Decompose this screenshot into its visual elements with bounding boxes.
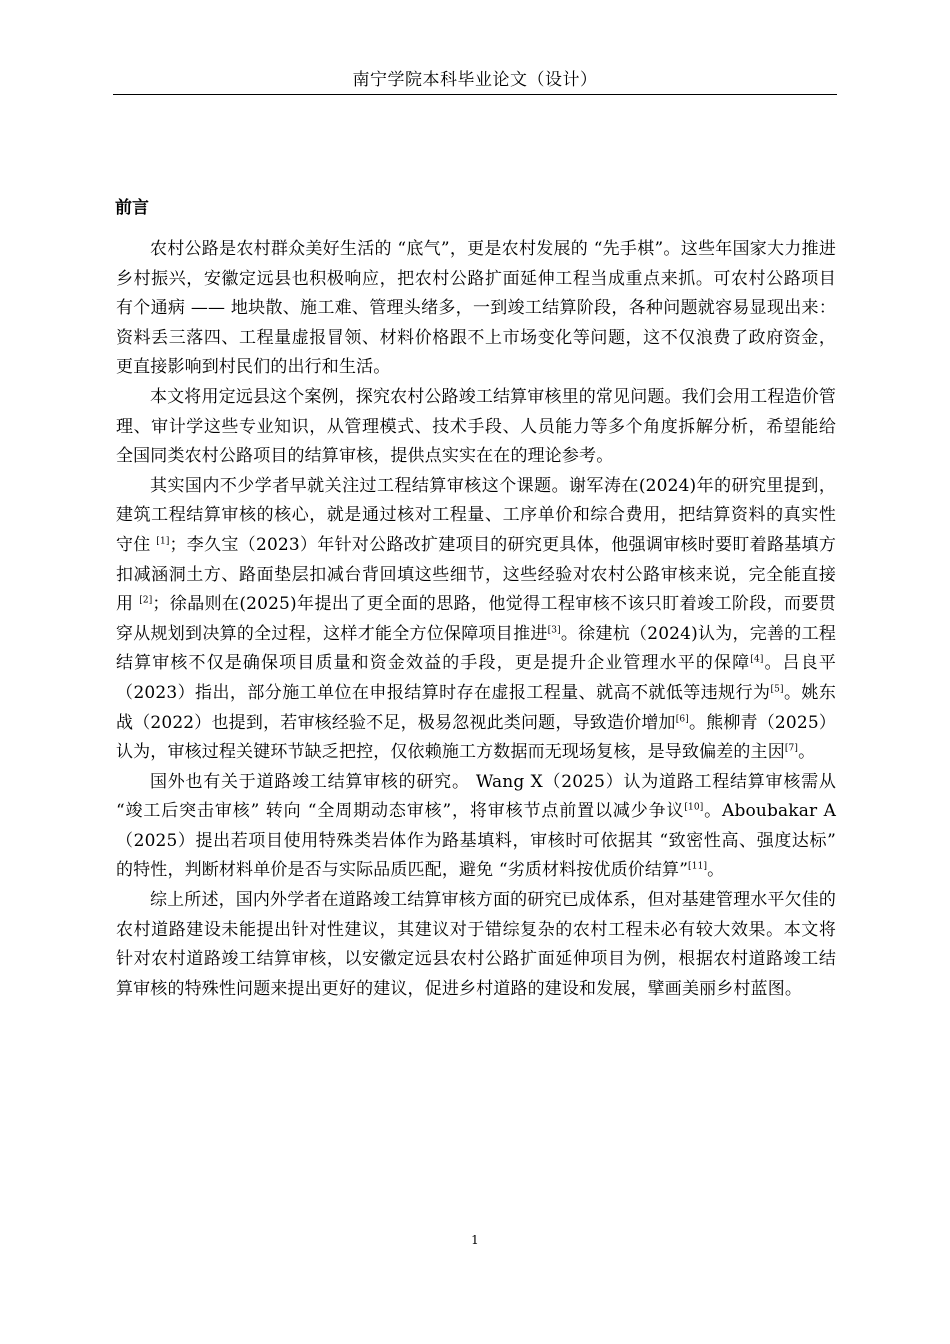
text-run: 。Aboubakar A（2025）提出若项目使用特殊类岩体作为路基填料，审核时可依据其 “致密性高、强度达标” 的特性，判断材料单价是否与实际品质匹配，避免 “劣质材料按优质价结算”	[116, 801, 836, 881]
paragraph	[116, 886, 836, 1004]
citation-ref: [5]	[770, 684, 784, 695]
text-run: 国外也有关于道路竣工结算审核的研究。 Wang X（2025）认为道路工程结算审核需从 “竣工后突击审核” 转向 “全周期动态审核”，将审核节点前置以减少争议	[116, 771, 836, 822]
text-run: 。姚东战（2022）也提到，若审核经验不足，极易忽视此类问题，导致造价增加	[116, 682, 836, 733]
text-run: 其实国内不少学者早就关注过工程结算审核这个课题。谢军涛在(2024)年的研究里提到，建筑工程结算审核的核心，就是通过核对工程量、工序单价和综合费用，把结算资料的真实性守住	[116, 475, 836, 555]
text-run: 。徐建杭（2024)认为，完善的工程结算审核不仅是确保项目质量和资金效益的手段，更是提升企业管理水平的保障	[116, 623, 836, 674]
citation-ref: [2]	[139, 595, 153, 606]
page-header: 南宁学院本科毕业论文（设计）	[352, 70, 598, 90]
paragraph	[116, 768, 836, 886]
citation-ref: [7]	[784, 743, 799, 754]
text-run: 。	[707, 860, 725, 881]
citation-ref: [11]	[688, 861, 708, 872]
text-run: ；徐晶则在(2025)年提出了更全面的思路，他觉得工程审核不该只盯着竣工阶段，而要贯穿从规划到决算的全过程，这样才能全方位保障项目推进	[116, 594, 836, 644]
text-run: 。	[798, 742, 816, 763]
text-run: 本文将用定远县这个案例，探究农村公路竣工结算审核里的常见问题。我们会用工程造价管理、审计学这些专业知识，从管理模式、技术手段、人员能力等多个角度拆解分析，希望能给全国同类农村公路项目的结算审核，提供点实实在在的理论参考。	[116, 386, 836, 467]
text-run: 综上所述，国内外学者在道路竣工结算审核方面的研究已成体系，但对基建管理水平欠佳的农村道路建设未能提出针对性建议，其建议对于错综复杂的农村工程未必有较大效果。本文将针对农村道路竣工结算审核，以安徽定远县农村公路扩面延伸项目为例，根据农村道路竣工结算审核的特殊性问题来提出更好的建议，促进乡村道路的建设和发展，擘画美丽乡村蓝图。	[116, 890, 836, 999]
paragraph	[116, 383, 836, 472]
citation-ref: [6]	[675, 713, 689, 724]
text-run: 农村公路是农村群众美好生活的 “底气”，更是农村发展的 “先手棋”。这些年国家大力推进乡村振兴，安徽定远县也积极响应，把农村公路扩面延伸工程当成重点来抓。可农村公路项目有个通病 —— 地块散、施工难、管理头绪多，一到竣工结算阶段，各种问题就容易显现出来：资料丢三落四、工程量虚报冒领、材料价格跟不上市场变化等问题，这不仅浪费了政府资金，更直接影响到村民们的出行和生活。	[116, 239, 836, 378]
page-number: 1	[471, 1233, 479, 1247]
citation-ref: [3]	[547, 625, 561, 636]
header-rule	[113, 94, 837, 95]
citation-ref: [1]	[156, 536, 170, 547]
text-run: 。吕良平（2023）指出，部分施工单位在申报结算时存在虚报工程量、就高不就低等违规行为	[116, 653, 836, 703]
text-run: 。熊柳青（2025）认为，审核过程关键环节缺乏把控，仅依赖施工方数据而无现场复核，是导致偏差的主因	[116, 712, 836, 763]
section-heading: 前言	[115, 198, 149, 218]
text-run: ；李久宝（2023）年针对公路改扩建项目的研究更具体，他强调审核时要盯着路基填方扣减涵洞土方、路面垫层扣减台背回填这些细节，这些经验对农村公路审核来说，完全能直接用	[116, 534, 836, 615]
paragraph	[116, 235, 836, 383]
citation-ref: [4]	[750, 654, 764, 665]
body-text	[116, 235, 836, 1004]
paragraph	[116, 472, 836, 768]
citation-ref: [10]	[684, 802, 704, 813]
